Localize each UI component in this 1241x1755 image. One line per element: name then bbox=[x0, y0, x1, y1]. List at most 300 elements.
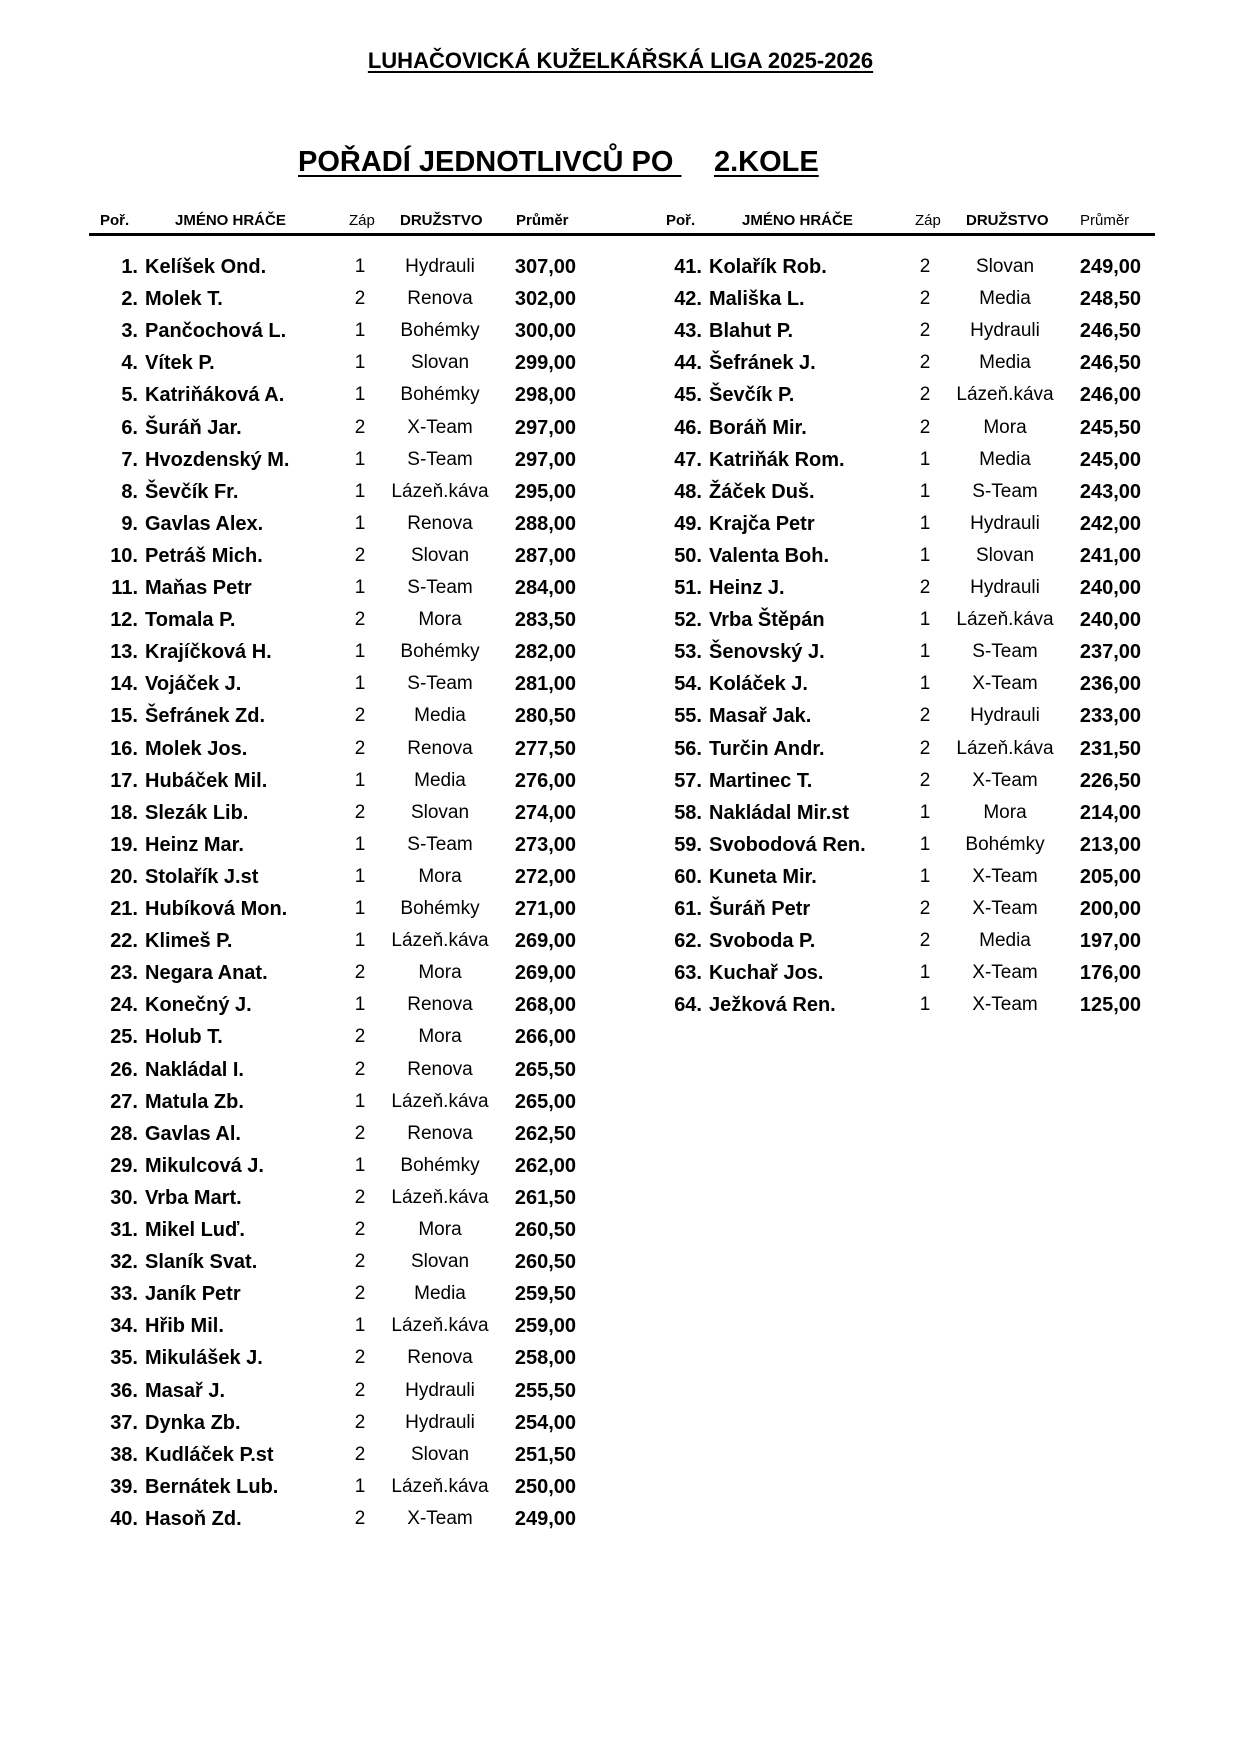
team-cell: X-Team bbox=[972, 962, 1038, 984]
rank-cell: 24. bbox=[110, 994, 138, 1017]
zap-cell: 1 bbox=[354, 641, 366, 663]
player-name-cell: Šefránek J. bbox=[709, 352, 816, 375]
zap-cell: 1 bbox=[919, 962, 931, 984]
rank-cell: 36. bbox=[110, 1379, 138, 1402]
player-name-cell: Vrba Mart. bbox=[145, 1186, 242, 1209]
team-cell: Mora bbox=[983, 416, 1027, 438]
player-name-cell: Klimeš P. bbox=[145, 930, 233, 953]
rank-cell: 11. bbox=[111, 577, 138, 599]
team-cell: X-Team bbox=[972, 898, 1038, 919]
rank-cell: 15. bbox=[110, 705, 138, 728]
rank-cell: 38. bbox=[110, 1443, 138, 1466]
player-name-cell: Tomala P. bbox=[145, 609, 236, 632]
team-cell: X-Team bbox=[407, 1507, 473, 1529]
player-name-cell: Stolařík J.st bbox=[145, 865, 259, 888]
rank-cell: 23. bbox=[110, 962, 138, 985]
player-name-cell: Heinz Mar. bbox=[145, 833, 244, 856]
zap-cell: 1 bbox=[354, 256, 366, 277]
team-cell: Media bbox=[979, 352, 1031, 374]
rank-cell: 41. bbox=[674, 256, 702, 278]
average-cell: 258,00 bbox=[514, 1347, 576, 1370]
player-name-cell: Hasoň Zd. bbox=[145, 1507, 242, 1530]
rank-cell: 47. bbox=[674, 448, 702, 471]
player-name-cell: Ševčík P. bbox=[709, 384, 795, 407]
average-cell: 213,00 bbox=[1079, 833, 1141, 856]
zap-cell: 2 bbox=[354, 1026, 366, 1048]
player-name-cell: Mikel Luď. bbox=[145, 1219, 245, 1241]
average-cell: 197,00 bbox=[1079, 930, 1141, 953]
average-cell: 240,00 bbox=[1079, 577, 1141, 599]
team-cell: Renova bbox=[407, 1122, 473, 1144]
league-title bbox=[0, 48, 1241, 74]
zap-cell: 2 bbox=[919, 320, 931, 342]
player-name-cell: Vrba Štěpán bbox=[709, 609, 825, 632]
rank-cell: 57. bbox=[674, 769, 702, 792]
average-cell: 261,50 bbox=[514, 1186, 576, 1209]
team-cell: Media bbox=[979, 930, 1031, 952]
average-cell: 281,00 bbox=[514, 673, 576, 696]
average-cell: 246,00 bbox=[1079, 384, 1141, 407]
player-name-cell: Heinz J. bbox=[709, 577, 785, 599]
team-cell: Lázeň.káva bbox=[391, 480, 489, 502]
zap-cell: 2 bbox=[354, 609, 366, 631]
player-name-cell: Kuchař Jos. bbox=[709, 962, 824, 985]
average-cell: 297,00 bbox=[514, 416, 576, 439]
team-cell: Renova bbox=[407, 288, 473, 310]
average-cell: 302,00 bbox=[514, 288, 576, 311]
team-cell: Hydrauli bbox=[405, 1379, 475, 1401]
rank-cell: 63. bbox=[674, 962, 702, 985]
player-name-cell: Molek T. bbox=[145, 288, 223, 311]
zap-cell: 2 bbox=[354, 544, 366, 566]
team-cell: Renova bbox=[407, 512, 473, 534]
average-cell: 274,00 bbox=[514, 801, 576, 824]
rank-cell: 14. bbox=[110, 673, 138, 696]
average-cell: 269,00 bbox=[514, 930, 576, 953]
zap-cell: 2 bbox=[919, 769, 931, 791]
rank-cell: 28. bbox=[110, 1122, 138, 1145]
header-zap: Záp bbox=[349, 212, 375, 229]
rank-cell: 13. bbox=[110, 641, 138, 664]
player-name-cell: Molek Jos. bbox=[145, 737, 248, 760]
rank-cell: 12. bbox=[110, 609, 138, 632]
rank-cell: 60. bbox=[674, 865, 702, 888]
average-cell: 240,00 bbox=[1079, 609, 1141, 632]
player-name-cell: Šuráň Petr bbox=[709, 898, 811, 920]
rank-cell: 21. bbox=[110, 898, 138, 920]
rank-cell: 8. bbox=[121, 480, 138, 503]
average-cell: 226,50 bbox=[1079, 769, 1141, 792]
zap-cell: 1 bbox=[354, 1090, 366, 1112]
average-cell: 287,00 bbox=[514, 544, 576, 567]
header-avg: Průměr bbox=[1080, 212, 1130, 229]
average-cell: 299,00 bbox=[514, 352, 576, 375]
player-name-cell: Hubíková Mon. bbox=[145, 898, 288, 920]
zap-cell: 1 bbox=[354, 1475, 366, 1497]
team-cell: Lázeň.káva bbox=[956, 609, 1054, 631]
zap-cell: 1 bbox=[919, 544, 931, 566]
rank-cell: 27. bbox=[110, 1090, 138, 1113]
zap-cell: 2 bbox=[919, 898, 931, 919]
player-name-cell: Šuráň Jar. bbox=[145, 416, 242, 439]
player-name-cell: Vojáček J. bbox=[145, 673, 242, 696]
player-name-cell: Gavlas Al. bbox=[145, 1122, 241, 1145]
team-cell: S-Team bbox=[407, 673, 473, 695]
team-cell: Slovan bbox=[975, 256, 1035, 277]
zap-cell: 2 bbox=[354, 1347, 366, 1369]
zap-cell: 1 bbox=[354, 1315, 366, 1337]
zap-cell: 2 bbox=[354, 1443, 366, 1465]
header-team: DRUŽSTVO bbox=[400, 212, 483, 229]
zap-cell: 2 bbox=[919, 256, 931, 277]
zap-cell: 1 bbox=[354, 384, 366, 406]
average-cell: 262,00 bbox=[514, 1154, 576, 1177]
player-name-cell: Krajča Petr bbox=[709, 512, 815, 535]
team-cell: Renova bbox=[407, 737, 473, 759]
team-cell: Lázeň.káva bbox=[391, 1186, 489, 1208]
zap-cell: 2 bbox=[354, 1251, 366, 1273]
team-cell: Mora bbox=[418, 1026, 462, 1048]
rank-cell: 59. bbox=[674, 833, 702, 856]
rank-cell: 50. bbox=[674, 544, 702, 567]
average-cell: 176,00 bbox=[1079, 962, 1141, 985]
player-name-cell: Šenovský J. bbox=[709, 641, 825, 664]
player-name-cell: Katriňáková A. bbox=[145, 384, 285, 407]
average-cell: 265,00 bbox=[514, 1090, 576, 1113]
zap-cell: 2 bbox=[919, 705, 931, 727]
rank-cell: 33. bbox=[110, 1283, 138, 1306]
average-cell: 266,00 bbox=[514, 1026, 576, 1049]
rank-cell: 30. bbox=[110, 1186, 138, 1209]
player-name-cell: Slaník Svat. bbox=[145, 1251, 258, 1274]
page-title-main: POŘADÍ JEDNOTLIVCŮ PO bbox=[298, 146, 682, 178]
player-name-cell: Gavlas Alex. bbox=[145, 512, 264, 535]
player-name-cell: Mikulášek J. bbox=[145, 1347, 263, 1370]
average-cell: 242,00 bbox=[1079, 512, 1141, 535]
rank-cell: 53. bbox=[674, 641, 702, 664]
average-cell: 245,00 bbox=[1079, 448, 1141, 471]
team-cell: Bohémky bbox=[400, 641, 480, 663]
player-name-cell: Hvozdenský M. bbox=[145, 448, 290, 471]
player-name-cell: Konečný J. bbox=[145, 994, 252, 1017]
player-name-cell: Janík Petr bbox=[145, 1283, 241, 1306]
rank-cell: 32. bbox=[110, 1251, 138, 1274]
header-zap: Záp bbox=[915, 212, 941, 229]
player-name-cell: Masař Jak. bbox=[709, 705, 812, 728]
player-name-cell: Ševčík Fr. bbox=[145, 480, 239, 503]
average-cell: 268,00 bbox=[514, 994, 576, 1017]
average-cell: 280,50 bbox=[514, 705, 576, 728]
team-cell: S-Team bbox=[407, 577, 473, 598]
zap-cell: 2 bbox=[354, 1186, 366, 1208]
header-rank: Poř. bbox=[100, 212, 130, 229]
average-cell: 259,00 bbox=[514, 1315, 576, 1338]
team-cell: X-Team bbox=[972, 994, 1038, 1016]
zap-cell: 2 bbox=[919, 352, 931, 374]
team-cell: Bohémky bbox=[400, 320, 480, 342]
rank-cell: 55. bbox=[674, 705, 702, 728]
zap-cell: 1 bbox=[354, 673, 366, 695]
zap-cell: 1 bbox=[354, 865, 366, 887]
average-cell: 233,00 bbox=[1079, 705, 1141, 728]
average-cell: 231,50 bbox=[1079, 737, 1141, 760]
average-cell: 282,00 bbox=[514, 641, 576, 664]
average-cell: 246,50 bbox=[1079, 352, 1141, 375]
zap-cell: 1 bbox=[354, 930, 366, 952]
rank-cell: 9. bbox=[121, 512, 138, 535]
header-rule bbox=[89, 233, 1155, 236]
player-name-cell: Kelíšek Ond. bbox=[145, 256, 267, 278]
team-cell: Slovan bbox=[975, 544, 1035, 566]
average-cell: 269,00 bbox=[514, 962, 576, 985]
player-name-cell: Blahut P. bbox=[709, 320, 794, 343]
zap-cell: 2 bbox=[354, 1058, 366, 1080]
zap-cell: 1 bbox=[354, 577, 366, 598]
rank-cell: 49. bbox=[674, 512, 702, 535]
rank-cell: 31. bbox=[110, 1219, 138, 1241]
rank-cell: 3. bbox=[121, 320, 138, 343]
zap-cell: 2 bbox=[354, 1507, 366, 1529]
rank-cell: 44. bbox=[674, 352, 702, 375]
rank-cell: 54. bbox=[674, 673, 702, 696]
average-cell: 250,00 bbox=[514, 1475, 576, 1498]
zap-cell: 1 bbox=[919, 673, 931, 695]
player-name-cell: Bernátek Lub. bbox=[145, 1475, 279, 1498]
rank-cell: 22. bbox=[110, 930, 138, 953]
rank-cell: 64. bbox=[674, 994, 702, 1017]
team-cell: Media bbox=[414, 769, 466, 791]
team-cell: Slovan bbox=[410, 1251, 470, 1273]
player-name-cell: Mališka L. bbox=[709, 288, 805, 311]
team-cell: Lázeň.káva bbox=[391, 1315, 489, 1337]
rank-cell: 2. bbox=[121, 288, 138, 311]
zap-cell: 1 bbox=[354, 448, 366, 470]
zap-cell: 1 bbox=[354, 1154, 366, 1176]
zap-cell: 1 bbox=[354, 480, 366, 502]
average-cell: 248,50 bbox=[1079, 288, 1141, 311]
zap-cell: 1 bbox=[919, 994, 931, 1016]
rank-cell: 29. bbox=[110, 1154, 138, 1177]
team-cell: Mora bbox=[983, 801, 1027, 823]
zap-cell: 1 bbox=[919, 801, 931, 823]
team-cell: Lázeň.káva bbox=[956, 737, 1054, 759]
team-cell: Slovan bbox=[410, 1443, 470, 1465]
team-cell: Media bbox=[414, 705, 466, 727]
team-cell: Mora bbox=[418, 609, 462, 631]
rank-cell: 5. bbox=[121, 384, 138, 407]
rank-cell: 34. bbox=[110, 1315, 138, 1338]
zap-cell: 2 bbox=[354, 1379, 366, 1401]
average-cell: 251,50 bbox=[514, 1443, 576, 1466]
rank-cell: 48. bbox=[674, 480, 702, 503]
header-avg: Průměr bbox=[516, 212, 569, 229]
rank-cell: 19. bbox=[110, 833, 138, 856]
team-cell: Renova bbox=[407, 994, 473, 1016]
team-cell: S-Team bbox=[972, 480, 1038, 502]
average-cell: 271,00 bbox=[514, 898, 576, 920]
player-name-cell: Masař J. bbox=[145, 1379, 226, 1402]
zap-cell: 2 bbox=[919, 384, 931, 406]
rank-cell: 10. bbox=[110, 544, 138, 567]
average-cell: 260,50 bbox=[514, 1251, 576, 1274]
average-cell: 255,50 bbox=[514, 1379, 576, 1402]
team-cell: Lázeň.káva bbox=[391, 1475, 489, 1497]
rank-cell: 35. bbox=[110, 1347, 138, 1370]
team-cell: Bohémky bbox=[400, 898, 480, 919]
zap-cell: 2 bbox=[354, 1411, 366, 1433]
average-cell: 272,00 bbox=[514, 865, 576, 888]
zap-cell: 1 bbox=[919, 641, 931, 663]
average-cell: 260,50 bbox=[514, 1219, 576, 1241]
team-cell: Media bbox=[979, 288, 1031, 310]
average-cell: 298,00 bbox=[514, 384, 576, 407]
team-cell: Hydrauli bbox=[970, 320, 1040, 342]
team-cell: Media bbox=[414, 1283, 466, 1305]
zap-cell: 1 bbox=[354, 769, 366, 791]
rank-cell: 20. bbox=[110, 865, 138, 888]
rank-cell: 40. bbox=[110, 1507, 138, 1530]
average-cell: 254,00 bbox=[514, 1411, 576, 1434]
average-cell: 200,00 bbox=[1079, 898, 1141, 920]
team-cell: Bohémky bbox=[965, 833, 1045, 855]
zap-cell: 2 bbox=[354, 288, 366, 310]
player-name-cell: Šefránek Zd. bbox=[145, 705, 266, 728]
rank-cell: 42. bbox=[674, 288, 702, 311]
player-name-cell: Koláček J. bbox=[709, 673, 808, 696]
rank-cell: 4. bbox=[121, 352, 138, 375]
rank-cell: 61. bbox=[674, 898, 702, 920]
page-title-round: 2.KOLE bbox=[714, 146, 819, 178]
zap-cell: 1 bbox=[919, 512, 931, 534]
player-name-cell: Martinec T. bbox=[709, 769, 813, 792]
average-cell: 241,00 bbox=[1079, 544, 1141, 567]
team-cell: Slovan bbox=[410, 544, 470, 566]
rank-cell: 1. bbox=[121, 256, 138, 278]
average-cell: 249,00 bbox=[514, 1507, 576, 1530]
player-name-cell: Krajíčková H. bbox=[145, 641, 272, 664]
header-name: JMÉNO HRÁČE bbox=[175, 212, 286, 229]
team-cell: Hydrauli bbox=[405, 256, 475, 277]
team-cell: X-Team bbox=[972, 865, 1038, 887]
player-name-cell: Maňas Petr bbox=[145, 577, 252, 599]
player-name-cell: Matula Zb. bbox=[145, 1090, 244, 1113]
header-name: JMÉNO HRÁČE bbox=[742, 212, 853, 229]
rank-cell: 7. bbox=[121, 448, 138, 471]
zap-cell: 1 bbox=[354, 994, 366, 1016]
rank-cell: 25. bbox=[110, 1026, 138, 1049]
zap-cell: 1 bbox=[919, 609, 931, 631]
player-name-cell: Holub T. bbox=[145, 1026, 223, 1049]
rank-cell: 46. bbox=[674, 416, 702, 439]
player-name-cell: Nakládal Mir.st bbox=[709, 801, 850, 824]
rank-cell: 6. bbox=[121, 416, 138, 439]
team-cell: Media bbox=[979, 448, 1031, 470]
team-cell: Mora bbox=[418, 865, 462, 887]
zap-cell: 1 bbox=[354, 833, 366, 855]
zap-cell: 1 bbox=[919, 865, 931, 887]
average-cell: 265,50 bbox=[514, 1058, 576, 1081]
rank-cell: 26. bbox=[110, 1058, 138, 1081]
rank-cell: 37. bbox=[110, 1411, 138, 1434]
average-cell: 205,00 bbox=[1079, 865, 1141, 888]
average-cell: 273,00 bbox=[514, 833, 576, 856]
average-cell: 259,50 bbox=[514, 1283, 576, 1306]
rank-cell: 39. bbox=[110, 1475, 138, 1498]
player-name-cell: Kuneta Mir. bbox=[709, 865, 817, 888]
average-cell: 245,50 bbox=[1079, 416, 1141, 439]
zap-cell: 2 bbox=[919, 288, 931, 310]
zap-cell: 2 bbox=[919, 577, 931, 598]
zap-cell: 2 bbox=[919, 930, 931, 952]
rank-cell: 52. bbox=[674, 609, 702, 632]
team-cell: Hydrauli bbox=[970, 577, 1040, 598]
player-name-cell: Dynka Zb. bbox=[145, 1411, 241, 1434]
zap-cell: 2 bbox=[354, 705, 366, 727]
team-cell: Lázeň.káva bbox=[956, 384, 1054, 406]
average-cell: 262,50 bbox=[514, 1122, 576, 1145]
average-cell: 277,50 bbox=[514, 737, 576, 760]
player-name-cell: Nakládal I. bbox=[145, 1058, 244, 1081]
zap-cell: 2 bbox=[354, 1283, 366, 1305]
average-cell: 295,00 bbox=[514, 480, 576, 503]
team-cell: Lázeň.káva bbox=[391, 1090, 489, 1112]
team-cell: S-Team bbox=[972, 641, 1038, 663]
rank-cell: 17. bbox=[110, 769, 138, 792]
player-name-cell: Žáček Duš. bbox=[709, 480, 815, 503]
player-name-cell: Kudláček P.st bbox=[145, 1443, 274, 1466]
average-cell: 236,00 bbox=[1079, 673, 1141, 696]
zap-cell: 1 bbox=[354, 512, 366, 534]
player-name-cell: Kolařík Rob. bbox=[709, 256, 827, 278]
league-title-text: LUHAČOVICKÁ KUŽELKÁŘSKÁ LIGA 2025-2026 bbox=[367, 48, 874, 73]
rank-cell: 16. bbox=[110, 737, 138, 760]
zap-cell: 2 bbox=[354, 962, 366, 984]
rank-cell: 43. bbox=[674, 320, 702, 343]
average-cell: 125,00 bbox=[1079, 994, 1141, 1017]
player-name-cell: Ježková Ren. bbox=[709, 994, 836, 1017]
zap-cell: 2 bbox=[354, 801, 366, 823]
zap-cell: 1 bbox=[354, 898, 366, 919]
average-cell: 297,00 bbox=[514, 448, 576, 471]
team-cell: X-Team bbox=[407, 416, 473, 438]
average-cell: 300,00 bbox=[514, 320, 576, 343]
rank-cell: 45. bbox=[674, 384, 702, 407]
team-cell: Renova bbox=[407, 1347, 473, 1369]
average-cell: 284,00 bbox=[514, 577, 576, 599]
team-cell: Hydrauli bbox=[970, 512, 1040, 534]
player-name-cell: Svobodová Ren. bbox=[709, 833, 866, 856]
team-cell: X-Team bbox=[972, 673, 1038, 695]
zap-cell: 1 bbox=[354, 320, 366, 342]
player-name-cell: Hubáček Mil. bbox=[145, 769, 268, 792]
zap-cell: 1 bbox=[919, 448, 931, 470]
zap-cell: 1 bbox=[354, 352, 366, 374]
player-name-cell: Mikulcová J. bbox=[145, 1154, 264, 1177]
player-name-cell: Vítek P. bbox=[145, 352, 215, 375]
average-cell: 243,00 bbox=[1079, 480, 1141, 503]
average-cell: 214,00 bbox=[1079, 801, 1141, 824]
average-cell: 307,00 bbox=[514, 256, 576, 278]
player-name-cell: Negara Anat. bbox=[145, 962, 268, 985]
team-cell: Slovan bbox=[410, 352, 470, 374]
header-rank: Poř. bbox=[666, 212, 696, 229]
team-cell: Mora bbox=[418, 1219, 462, 1240]
team-cell: Bohémky bbox=[400, 384, 480, 406]
average-cell: 283,50 bbox=[514, 609, 576, 632]
zap-cell: 1 bbox=[919, 833, 931, 855]
player-name-cell: Petráš Mich. bbox=[145, 544, 263, 567]
zap-cell: 2 bbox=[354, 1219, 366, 1240]
